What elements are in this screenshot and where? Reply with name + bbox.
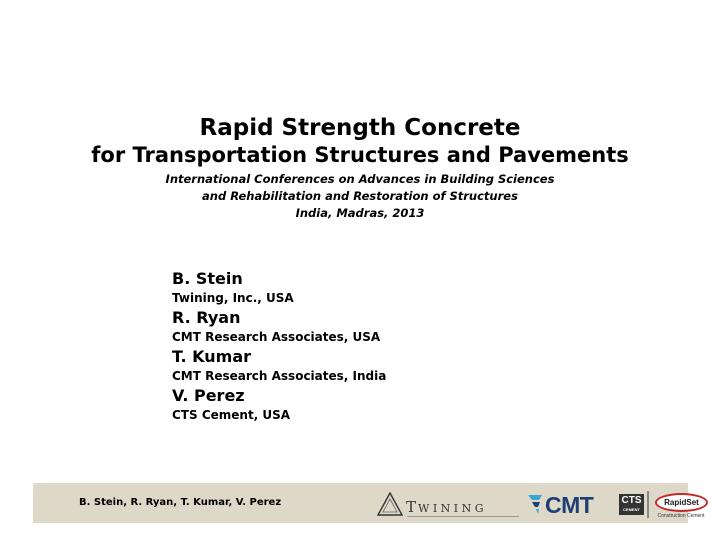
author-name: B. Stein: [172, 269, 243, 288]
slide-title: Rapid Strength Concrete: [199, 115, 521, 141]
author-name: R. Ryan: [172, 308, 241, 327]
conference-line-1: International Conferences on Advances in Building Sciences: [165, 172, 555, 186]
twining-triangle-icon: [377, 492, 403, 516]
author-affiliation: CMT Research Associates, USA: [172, 330, 381, 344]
twining-logo-initial: T: [406, 498, 419, 516]
twining-logo-rest: WINING: [418, 502, 488, 515]
cts-logo-subtext: CEMENT: [623, 507, 640, 512]
author-affiliation: CMT Research Associates, India: [172, 369, 387, 383]
rapid-set-subtext: Construction Cement: [657, 513, 705, 519]
author-affiliation: Twining, Inc., USA: [172, 291, 294, 305]
cts-logo-text: CTS: [621, 495, 642, 506]
slide-subtitle: for Transportation Structures and Pavements: [91, 143, 629, 167]
twining-logo: [406, 498, 488, 516]
cts-logo: [619, 494, 644, 515]
footer-authors: B. Stein, R. Ryan, T. Kumar, V. Perez: [79, 497, 282, 508]
footer-bar: [33, 483, 705, 523]
rapid-set-logo: RapidSet: [655, 493, 708, 512]
conference-line-3: India, Madras, 2013: [295, 206, 425, 220]
cmt-logo: CMT: [545, 492, 594, 518]
author-name: V. Perez: [172, 386, 245, 405]
conference-line-2: and Rehabilitation and Restoration of Structures: [202, 189, 518, 203]
author-affiliation: CTS Cement, USA: [172, 408, 291, 422]
logo-divider: [647, 491, 649, 518]
twining-underline: [407, 516, 519, 517]
author-name: T. Kumar: [172, 347, 251, 366]
title-block: [0, 114, 720, 222]
author-list: [172, 268, 386, 424]
